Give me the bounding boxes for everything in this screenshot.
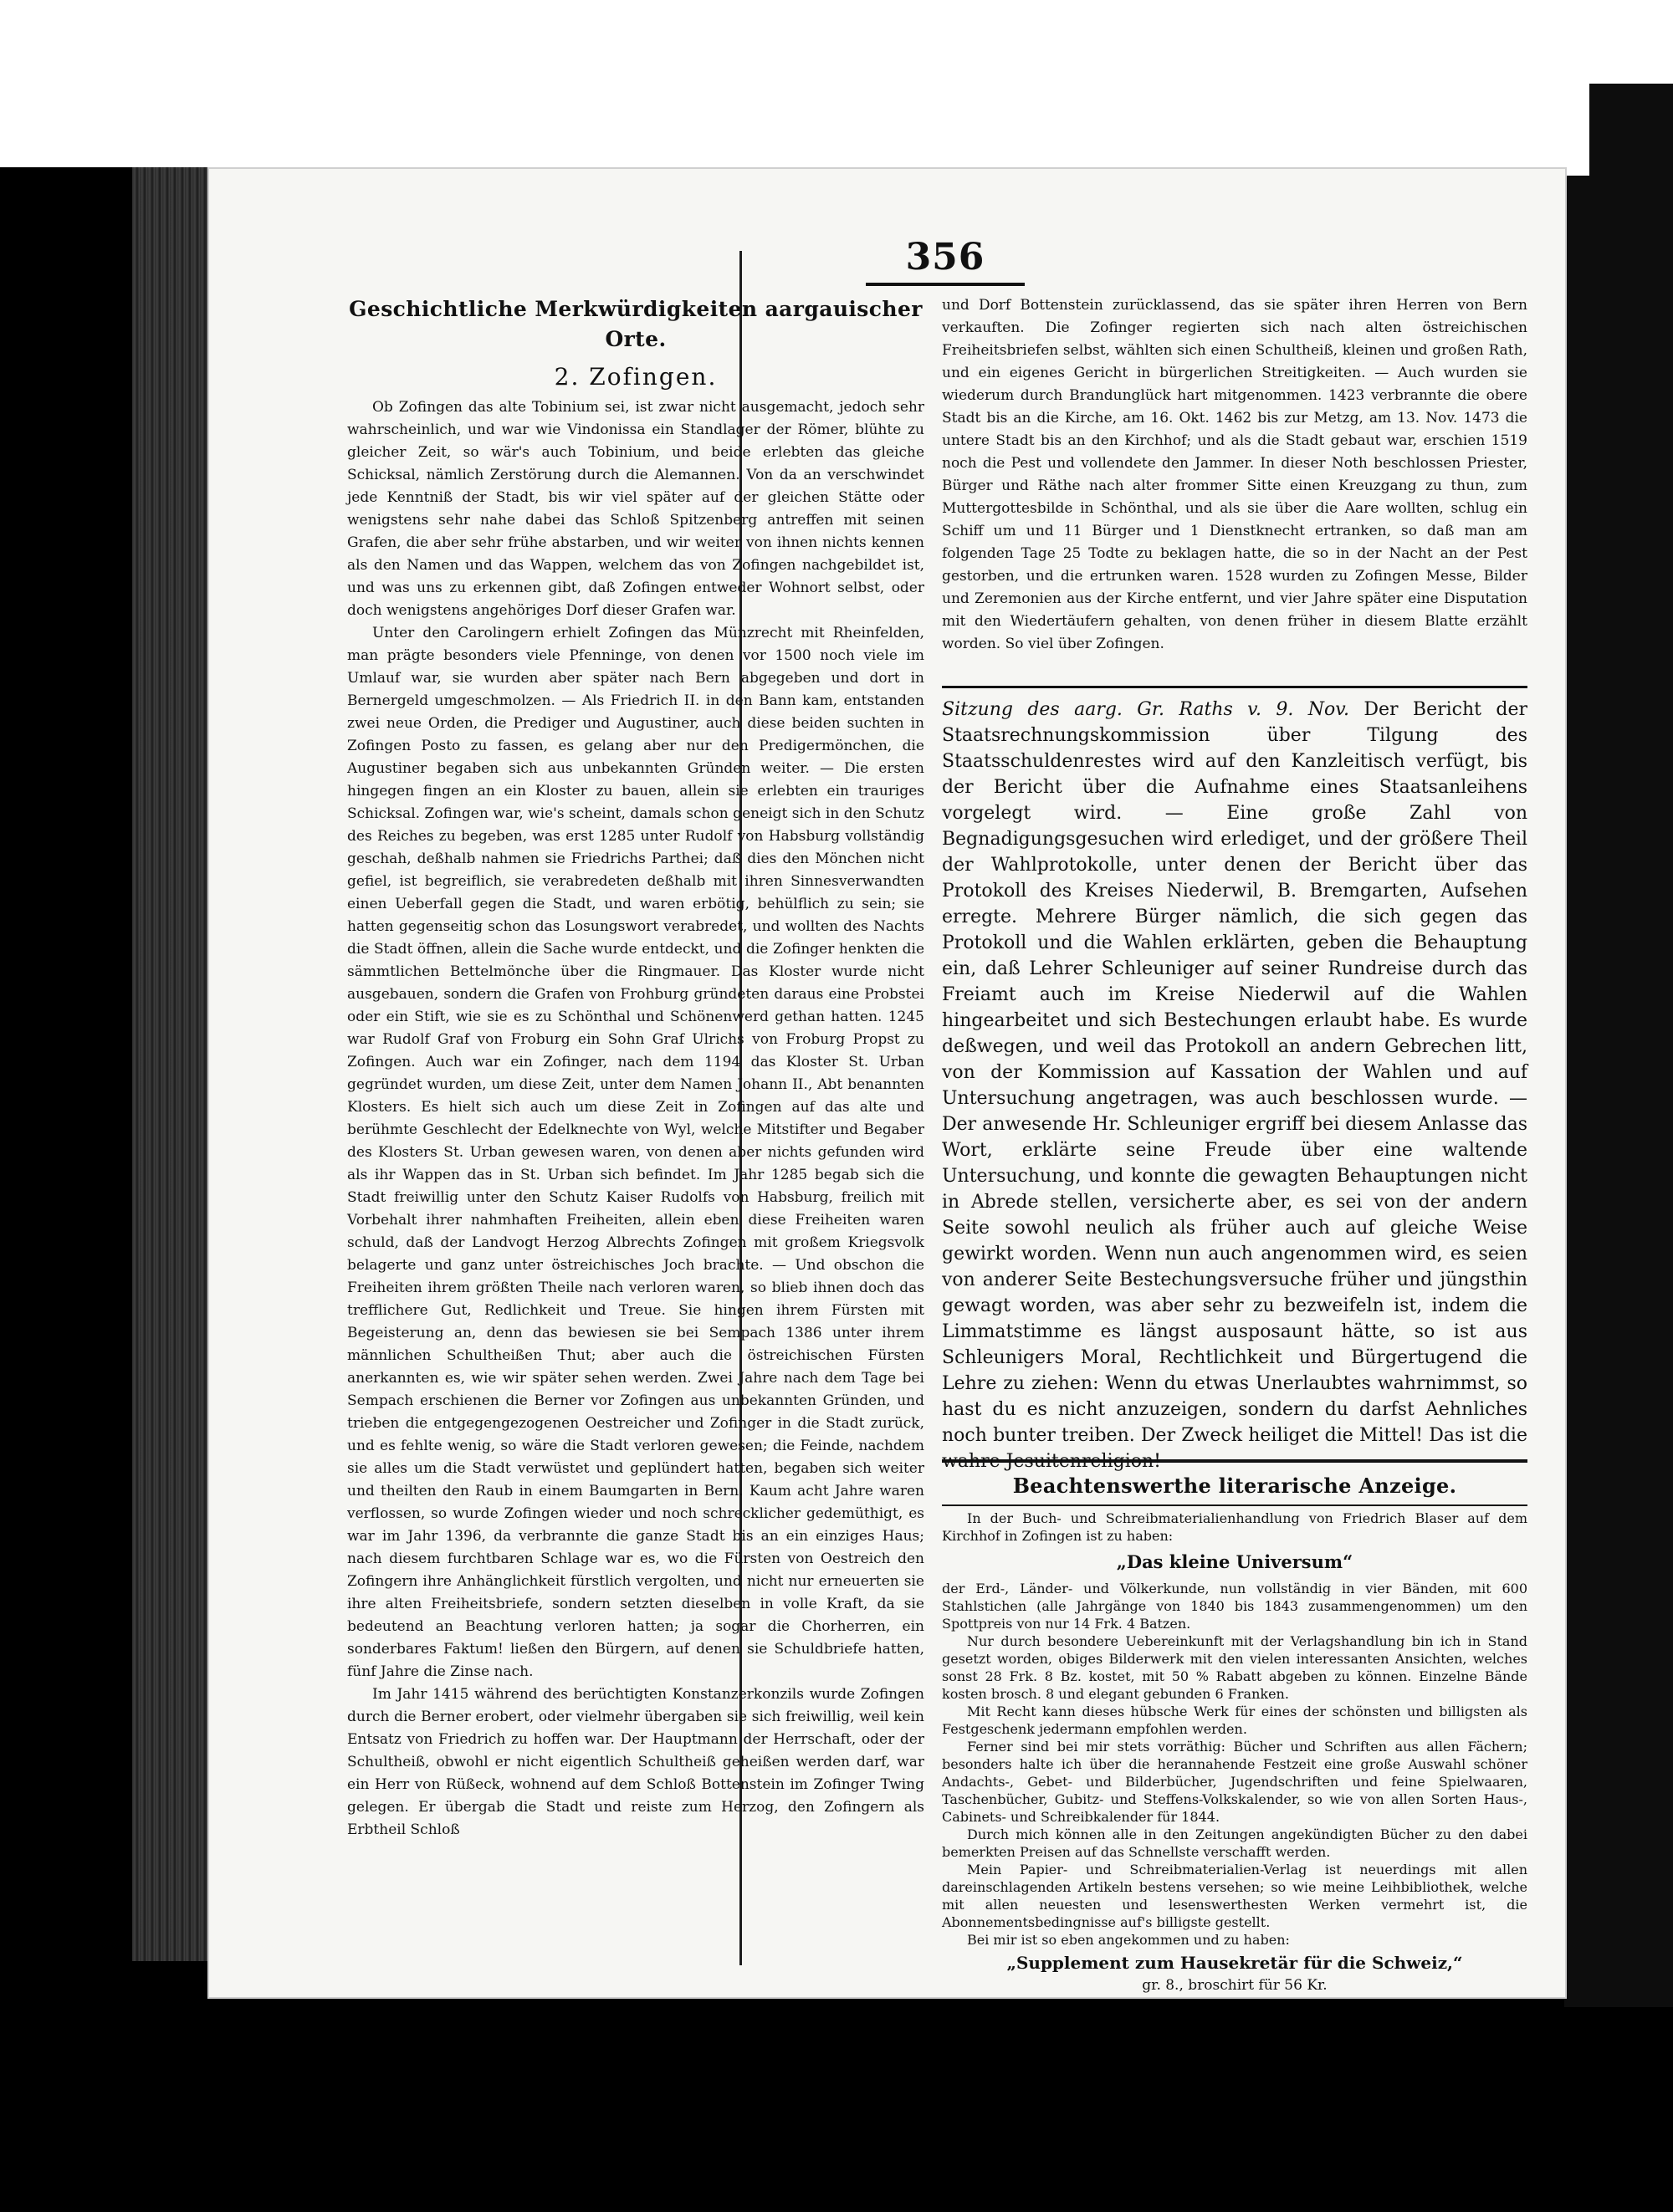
advertisement-text: der Erd-, Länder- und Völkerkunde, nun vollständig in vier Bänden, mit 600 Stahlstichen (alle Jahrgänge von 1840 bis 1843 zusammengenommen) um den Spottpreis von nur 14 Frk. 4 Batzen. [942,1581,1527,1632]
left-column [347,294,924,1842]
advertisement-title: Beachtenswerthe literarische Anzeige. [1012,1474,1457,1498]
article-continuation: und Dorf Bottenstein zurücklassend, das sie später ihren Herren von Bern verkauften. Die Zofinger regierten sich nach alten östreichischen Freiheitsbriefen selbst, wählten sich einen Schultheiß, kleinen und großen Rath, und ein eigenes Gericht in bürgerlichen Streitigkeiten. — Auch wurden sie wiederum durch Brandunglück hart mitgenommen. 1423 verbrannte die obere Stadt bis an die Kirche, am 16. Okt. 1462 bis zur Metzg, am 13. Nov. 1473 die untere Stadt bis an den Kirchhof; und als die Stadt gebaut war, erschien 1519 noch die Pest und vollendete den Jammer. In dieser Noth beschlossen Priester, Bürger und Räthe nach alter frommer Sitte einen Kreuzgang zu thun, zum Muttergottesbilde in Schönthal, und als sie über die Aare wollten, schlug ein Schiff um und 11 Bürger und 1 Dienstknecht ertranken, so daß man am folgenden Tage 25 Todte zu beklagen hatte, die so in der Nacht an der Pest gestorben, und die ertrunken waren. 1528 wurden zu Zofingen Messe, Bilder und Zeremonien aus der Kirche entfernt, und vier Jahre später eine Disputation mit den Wiedertäufern gehalten, von denen früher in diesem Blatte erzählt worden. So viel über Zofingen. [942,297,1527,652]
right-column [942,294,1527,1995]
article-paragraph: Ob Zofingen das alte Tobinium sei, ist zwar nicht ausgemacht, jedoch sehr wahrscheinlich, und war wie Vindonissa ein Standlager der Römer, blühte zu gleicher Zeit, so wär's auch Tobinium, und beide erlebten das gleiche Schicksal, nämlich Zerstörung durch die Alemannen. Von da an verschwindet jede Kenntniß der Stadt, bis wir viel später auf der gleichen Stätte oder wenigstens sehr nahe dabei das Schloß Spitzenberg antreffen mit seinen Grafen, die aber sehr frühe abstarben, und wir weiter von ihnen nichts kennen als den Namen und das Wappen, welchem das von Zofingen nachgebildet ist, und was uns zu erkennen gibt, daß Zofingen entweder Wohnort selbst, oder doch wenigstens angehöriges Dorf dieser Grafen war. [347,399,924,619]
scan-right-border [1564,84,1673,2007]
advertisement-text: Mit Recht kann dieses hübsche Werk für eines der schönsten und billigsten als Festgeschenk jedermann empfohlen werden. [942,1704,1527,1737]
advertisement-supplement-title: „Supplement zum Hausekretär für die Schweiz,“ [1006,1953,1463,1973]
council-session-report [942,697,1527,1472]
advertisement-text: Mein Papier- und Schreibmaterialien-Verlag ist neuerdings mit allen dareinschlagenden Artikeln bestens versehen; so wie meine Leihbibliothek, welche mit allen neuesten und lesenswerthesten Werken vermehrt ist, die Abonnementsbedingnisse auf's billigste gestellt. [942,1862,1527,1930]
page-number-underline [866,283,1025,286]
advertisement-price: gr. 8., broschirt für 56 Kr. [1142,1977,1328,1994]
council-session-heading: Sitzung des aarg. Gr. Raths v. 9. Nov. [942,699,1350,720]
article-subtitle: 2. Zofingen. [554,363,718,391]
scan-top-margin [0,0,1673,167]
advertisement-text: Durch mich können alle in den Zeitungen angekündigten Bücher zu den dabei bemerkten Preisen auf das Schnellste verschafft werden. [942,1826,1527,1860]
advertisement-text: Ferner sind bei mir stets vorräthig: Bücher und Schriften aus allen Fächern; besonders halte ich über die herannahende Festzeit eine große Auswahl schöner Andachts-, Gebet- und Bilderbücher, Jugendschriften und feine Spielwaaren, Taschenbücher, Gubitz- und Steffens-Volkskalender, so wie von allen Sorten Haus-, Cabinets- und Schreibkalender für 1844. [942,1739,1527,1825]
advertisement-text: Bei mir ist so eben angekommen und zu haben: [967,1932,1290,1948]
advertisement-book-title: „Das kleine Universum“ [1116,1551,1353,1572]
section-rule [942,686,1527,688]
advertisement-text: Nur durch besondere Uebereinkunft mit der Verlagshandlung bin ich in Stand gesetzt worden, obiges Bilderwerk mit den vielen interessanten Ansichten, welches sonst 28 Frk. 8 Bz. kostet, mit 50 % Rabatt abgeben zu können. Einzelne Bände kosten brosch. 8 und elegant gebunden 6 Franken. [942,1633,1527,1702]
council-session-text: Der Bericht der Staatsrechnungskommission über Tilgung des Staatsschuldenrestes wird auf den Kanzleitisch verfügt, bis der Bericht über die Aufnahme eines Staatsanleihens vorgelegt wird. — Eine große Zahl von Begnadigungsgesuchen wird erlediget, und der größere Theil der Wahlprotokolle, unter denen der Bericht über das Protokoll des Kreises Niederwil, B. Bremgarten, Aufsehen erregte. Mehrere Bürger nämlich, die sich gegen das Protokoll und die Wahlen erklärten, geben die Behauptung ein, daß Lehrer Schleuniger auf seiner Rundreise durch das Freiamt auch im Kreise Niederwil auf die Wahlen hingearbeitet und sich Bestechungen erlaubt habe. Es wurde deßwegen, und weil das Protokoll an andern Gebrechen litt, von der Kommission auf Kassation der Wahlen und auf Untersuchung angetragen, was auch beschlossen wurde. — Der anwesende Hr. Schleuniger ergriff bei diesem Anlasse das Wort, erklärte seine Freude über eine waltende Untersuchung, und konnte die gewagten Behauptungen nicht in Abrede stellen, versicherte aber, es sei von der andern Seite sowohl neulich als früher auch auf gleiche Weise gewirkt worden. Wenn nun auch angenommen wird, es seien von anderer Seite Bestechungsversuche früher und jüngsthin gewagt worden, was aber sehr zu bezweifeln ist, indem die Limmatstimme es längst ausposaunt hätte, so ist aus Schleunigers Moral, Rechtlichkeit und Bürgertugend die Lehre zu ziehen: Wenn du etwas Unerlaubtes wahrnimmst, so hast du es nicht anzuzeigen, sondern du darfst Aehnliches noch bunter treiben. Der Zweck heiliget die Mittel! Das ist die wahre Jesuitenreligion! [942,699,1527,1472]
book-page-edges [132,167,209,1961]
article-paragraph: Unter den Carolingern erhielt Zofingen das Münzrecht mit Rheinfelden, man prägte besonders viele Pfenninge, von denen vor 1500 noch viele im Umlauf war, sie wurden aber später nach Bern abgegeben und dort in Bernergeld umgeschmolzen. — Als Friedrich II. in den Bann kam, entstanden zwei neue Orden, die Prediger und Augustiner, auch diese beiden suchten in Zofingen Posto zu fassen, es gelang aber nur den Predigermönchen, die Augustiner begaben sich aus unbekannten Gründen weiter. — Die ersten hingegen fingen an ein Kloster zu bauen, allein sie erlebten ein trauriges Schicksal. Zofingen war, wie's scheint, damals schon geneigt sich in den Schutz des Reiches zu begeben, was erst 1285 unter Rudolf von Habsburg vollständig geschah, deßhalb nahmen sie Friedrichs Parthei; daß dies den Mönchen nicht gefiel, ist begreiflich, sie verabredeten deßhalb mit ihren Sinnesverwandten einen Ueberfall gegen die Stadt, und waren erbötig, behülflich zu sein; sie hatten gegenseitig schon das Losungswort verabredet, und wollten des Nachts die Stadt öffnen, allein die Sache wurde entdeckt, und die Zofinger henkten die sämmtlichen Bettelmönche über die Ringmauer. Das Kloster wurde nicht ausgebauen, sondern die Grafen von Frohburg gründeten daraus eine Probstei oder ein Stift, wie sie es zu Schönthal und Schönenwerd gethan hatten. 1245 war Rudolf Graf von Froburg ein Sohn Graf Ulrichs von Froburg Propst zu Zofingen. Auch war ein Zofinger, nach dem 1194 das Kloster St. Urban gegründet wurden, um diese Zeit, unter dem Namen Johann II., Abt benannten Klosters. Es hielt sich auch um diese Zeit in Zofingen auf das alte und berühmte Geschlecht der Edelknechte von Wyl, welche Mitstifter und Begaber des Klosters St. Urban gewesen waren, von denen aber nichts gefunden wird als ihr Wappen das in St. Urban sich befindet. Im Jahr 1285 begab sich die Stadt freiwillig unter den Schutz Kaiser Rudolfs von Habsburg, freilich mit Vorbehalt ihrer nahmhaften Freiheiten, allein eben diese Freiheiten waren schuld, daß der Landvogt Herzog Albrechts Zofingen mit großem Kriegsvolk belagerte und ganz unter östreichisches Joch brachte. — Und obschon die Freiheiten ihrem größten Theile nach verloren waren, so blieb ihnen doch das trefflichere Gut, Redlichkeit und Treue. Sie hingen ihrem Fürsten mit Begeisterung an, denn das bewiesen sie bei Sempach 1386 unter ihrem männlichen Schultheißen Thut; aber auch die östreichischen Fürsten anerkannten es, wie wir später sehen werden. Zwei Jahre nach dem Tage bei Sempach erschienen die Berner vor Zofingen aus unbekannten Gründen, und trieben die entgegengezogenen Oestreicher und Zofinger in die Stadt zurück, und es fehlte wenig, so wäre die Stadt verloren gewesen; die Feinde, nachdem sie alles um die Stadt verwüstet und geplündert hatten, begaben sich weiter und theilten den Raub in einem Baumgarten in Bern. Kaum acht Jahre waren verflossen, so wurde Zofingen wieder und noch schrecklicher gedemüthigt, es war im Jahr 1396, da verbrannte die ganze Stadt bis an ein einziges Haus; nach diesem furchtbaren Schlage war es, wo die Fürsten von Oestreich den Zofingern ihre Anhänglichkeit fürstlich vergolten, und nicht nur erneuerten sie ihre alten Freiheitsbriefe, sondern setzten dieselben in volle Kraft, da sie bedeutend an Beachtung verloren hatten; ja sogar die Chorherren, ein sonderbares Faktum! ließen den Bürgern, auf denen sie Schuldbriefe hatten, fünf Jahre die Zinse nach. [347,625,924,1680]
advertisement-rule [942,1504,1527,1506]
advertisement-intro: In der Buch- und Schreibmaterialienhandlung von Friedrich Blaser auf dem Kirchhof in Zofingen ist zu haben: [942,1510,1527,1544]
article-title: Geschichtliche Merkwürdigkeiten aargauischer Orte. [349,297,923,351]
page-number: 356 [905,236,985,278]
scan-right-corner [1539,84,1589,176]
article-paragraph: Im Jahr 1415 während des berüchtigten Konstanzerkonzils wurde Zofingen durch die Berner erobert, oder vielmehr übergaben sie sich freiwillig, weil kein Entsatz von Friedrich zu hoffen war. Der Hauptmann der Herrschaft, oder der Schultheiß, obwohl er nicht eigentlich Schultheiß geheißen werden darf, war ein Herr von Rüßeck, wohnend auf dem Schloß Bottenstein im Zofinger Twing gelegen. Er übergab die Stadt und reiste zum Herzog, den Zofingern als Erbtheil Schloß [347,1686,924,1838]
